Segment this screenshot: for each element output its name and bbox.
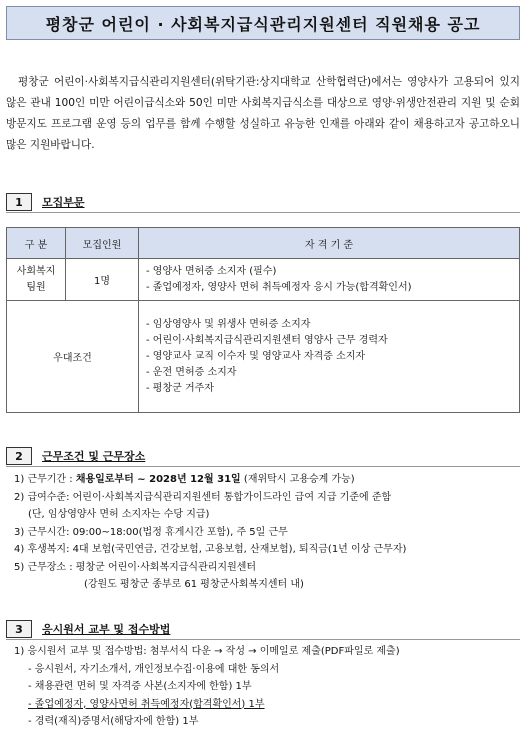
table-header-criteria: 자 격 기 준: [139, 228, 520, 259]
conditions-list: [14, 471, 406, 594]
row-count: 1명: [66, 259, 139, 301]
condition-welfare: 4) 후생복지: 4대 보험(국민연금, 건강보험, 고용보험, 산재보험), 퇴직금(1년 이상 근무자): [14, 544, 407, 555]
list-item: - 영양교사 교직 이수자 및 영양교사 자격증 소지자: [146, 350, 366, 362]
section-number: 3: [6, 620, 32, 638]
condition-salary-note: (단, 임상영양사 면허 소지자는 수당 지급): [28, 509, 210, 520]
row-criteria: [139, 259, 520, 301]
list-item: - 경력(재직)증명서(해당자에 한함) 1부: [28, 716, 199, 727]
title-banner: [6, 6, 520, 40]
table-row: [7, 259, 520, 301]
requirements-table: [6, 227, 520, 413]
section-header-1: [6, 192, 256, 212]
condition-period: 1) 근무기간 : 채용일로부터 ~ 2028년 12월 31일 (재위탁시 고용승계 가능): [14, 474, 355, 485]
list-item: - 졸업예정자, 영양사면허 취득예정자(합격확인서) 1부: [28, 698, 265, 710]
table-header-category: 구 분: [7, 228, 66, 259]
application-method: 1) 응시원서 교부 및 접수방법: 첨부서식 다운 → 작성 → 이메일로 제출(PDF파일로 제출): [14, 646, 400, 657]
list-item: - 채용관련 면허 및 자격증 사본(소지자에 한함) 1부: [28, 681, 252, 692]
condition-address: (강원도 평창군 종부로 61 평창군사회복지센터 내): [84, 579, 304, 590]
table-header-count: 모집인원: [66, 228, 139, 259]
table-row: [7, 301, 520, 413]
list-item: - 영양사 면허증 소지자 (필수): [146, 265, 277, 277]
section-title: 근무조건 및 근무장소: [42, 450, 146, 463]
table-header-row: [7, 228, 520, 259]
section-header-3: [6, 619, 256, 639]
list-item: - 임상영양사 및 위생사 면허증 소지자: [146, 318, 311, 330]
list-item: - 응시원서, 자기소개서, 개인정보수집·이용에 대한 동의서: [28, 663, 280, 675]
section-number: 1: [6, 193, 32, 211]
list-item: - 평창군 거주자: [146, 382, 214, 394]
section-number: 2: [6, 447, 32, 465]
condition-hours: 3) 근무시간: 09:00~18:00(법정 휴게시간 포함), 주 5일 근무: [14, 526, 288, 538]
row-criteria-preferred: [139, 301, 520, 413]
list-item: - 운전 면허증 소지자: [146, 366, 237, 378]
section-title: 응시원서 교부 및 접수방법: [42, 623, 171, 636]
condition-salary: 2) 급여수준: 어린이·사회복지급식관리지원센터 통합가이드라인 급여 지급 기준에 준함: [14, 491, 392, 503]
period-highlight: 채용일로부터 ~ 2028년 12월 31일: [75, 474, 241, 485]
section-divider: [6, 639, 520, 640]
row-category-preferred: 우대조건: [7, 301, 139, 413]
section-divider: [6, 212, 520, 213]
intro-paragraph: 평창군 어린이·사회복지급식관리지원센터(위탁기관:상지대학교 산학협력단)에서는 영양사가 고용되어 있지 않은 관내 100인 미만 어린이급식소와 50인 미만 사회복지급식소를 대상으로 영양·위생안전관리 지원 및 순회방문지도 프로그램 운영 등의 업무를 함께 수행할 성실하고 유능한 인재를 아래와 같이 채용하고자 공고하오니 많은 지원바랍니다.: [6, 76, 520, 151]
list-item: - 졸업예정자, 영양사 면허 취득예정자 응시 가능(합격확인서): [146, 281, 412, 293]
list-item: - 어린이·사회복지급식관리지원센터 영양사 근무 경력자: [146, 334, 388, 346]
application-list: [14, 643, 400, 731]
section-title: 모집부문: [42, 196, 85, 209]
section-header-2: [6, 446, 256, 466]
page-title: 평창군 어린이 · 사회복지급식관리지원센터 직원채용 공고: [45, 14, 481, 34]
row-category: 사회복지 팀원: [7, 259, 66, 301]
condition-location: 5) 근무장소 : 평창군 어린이·사회복지급식관리지원센터: [14, 561, 257, 573]
section-divider: [6, 466, 520, 467]
